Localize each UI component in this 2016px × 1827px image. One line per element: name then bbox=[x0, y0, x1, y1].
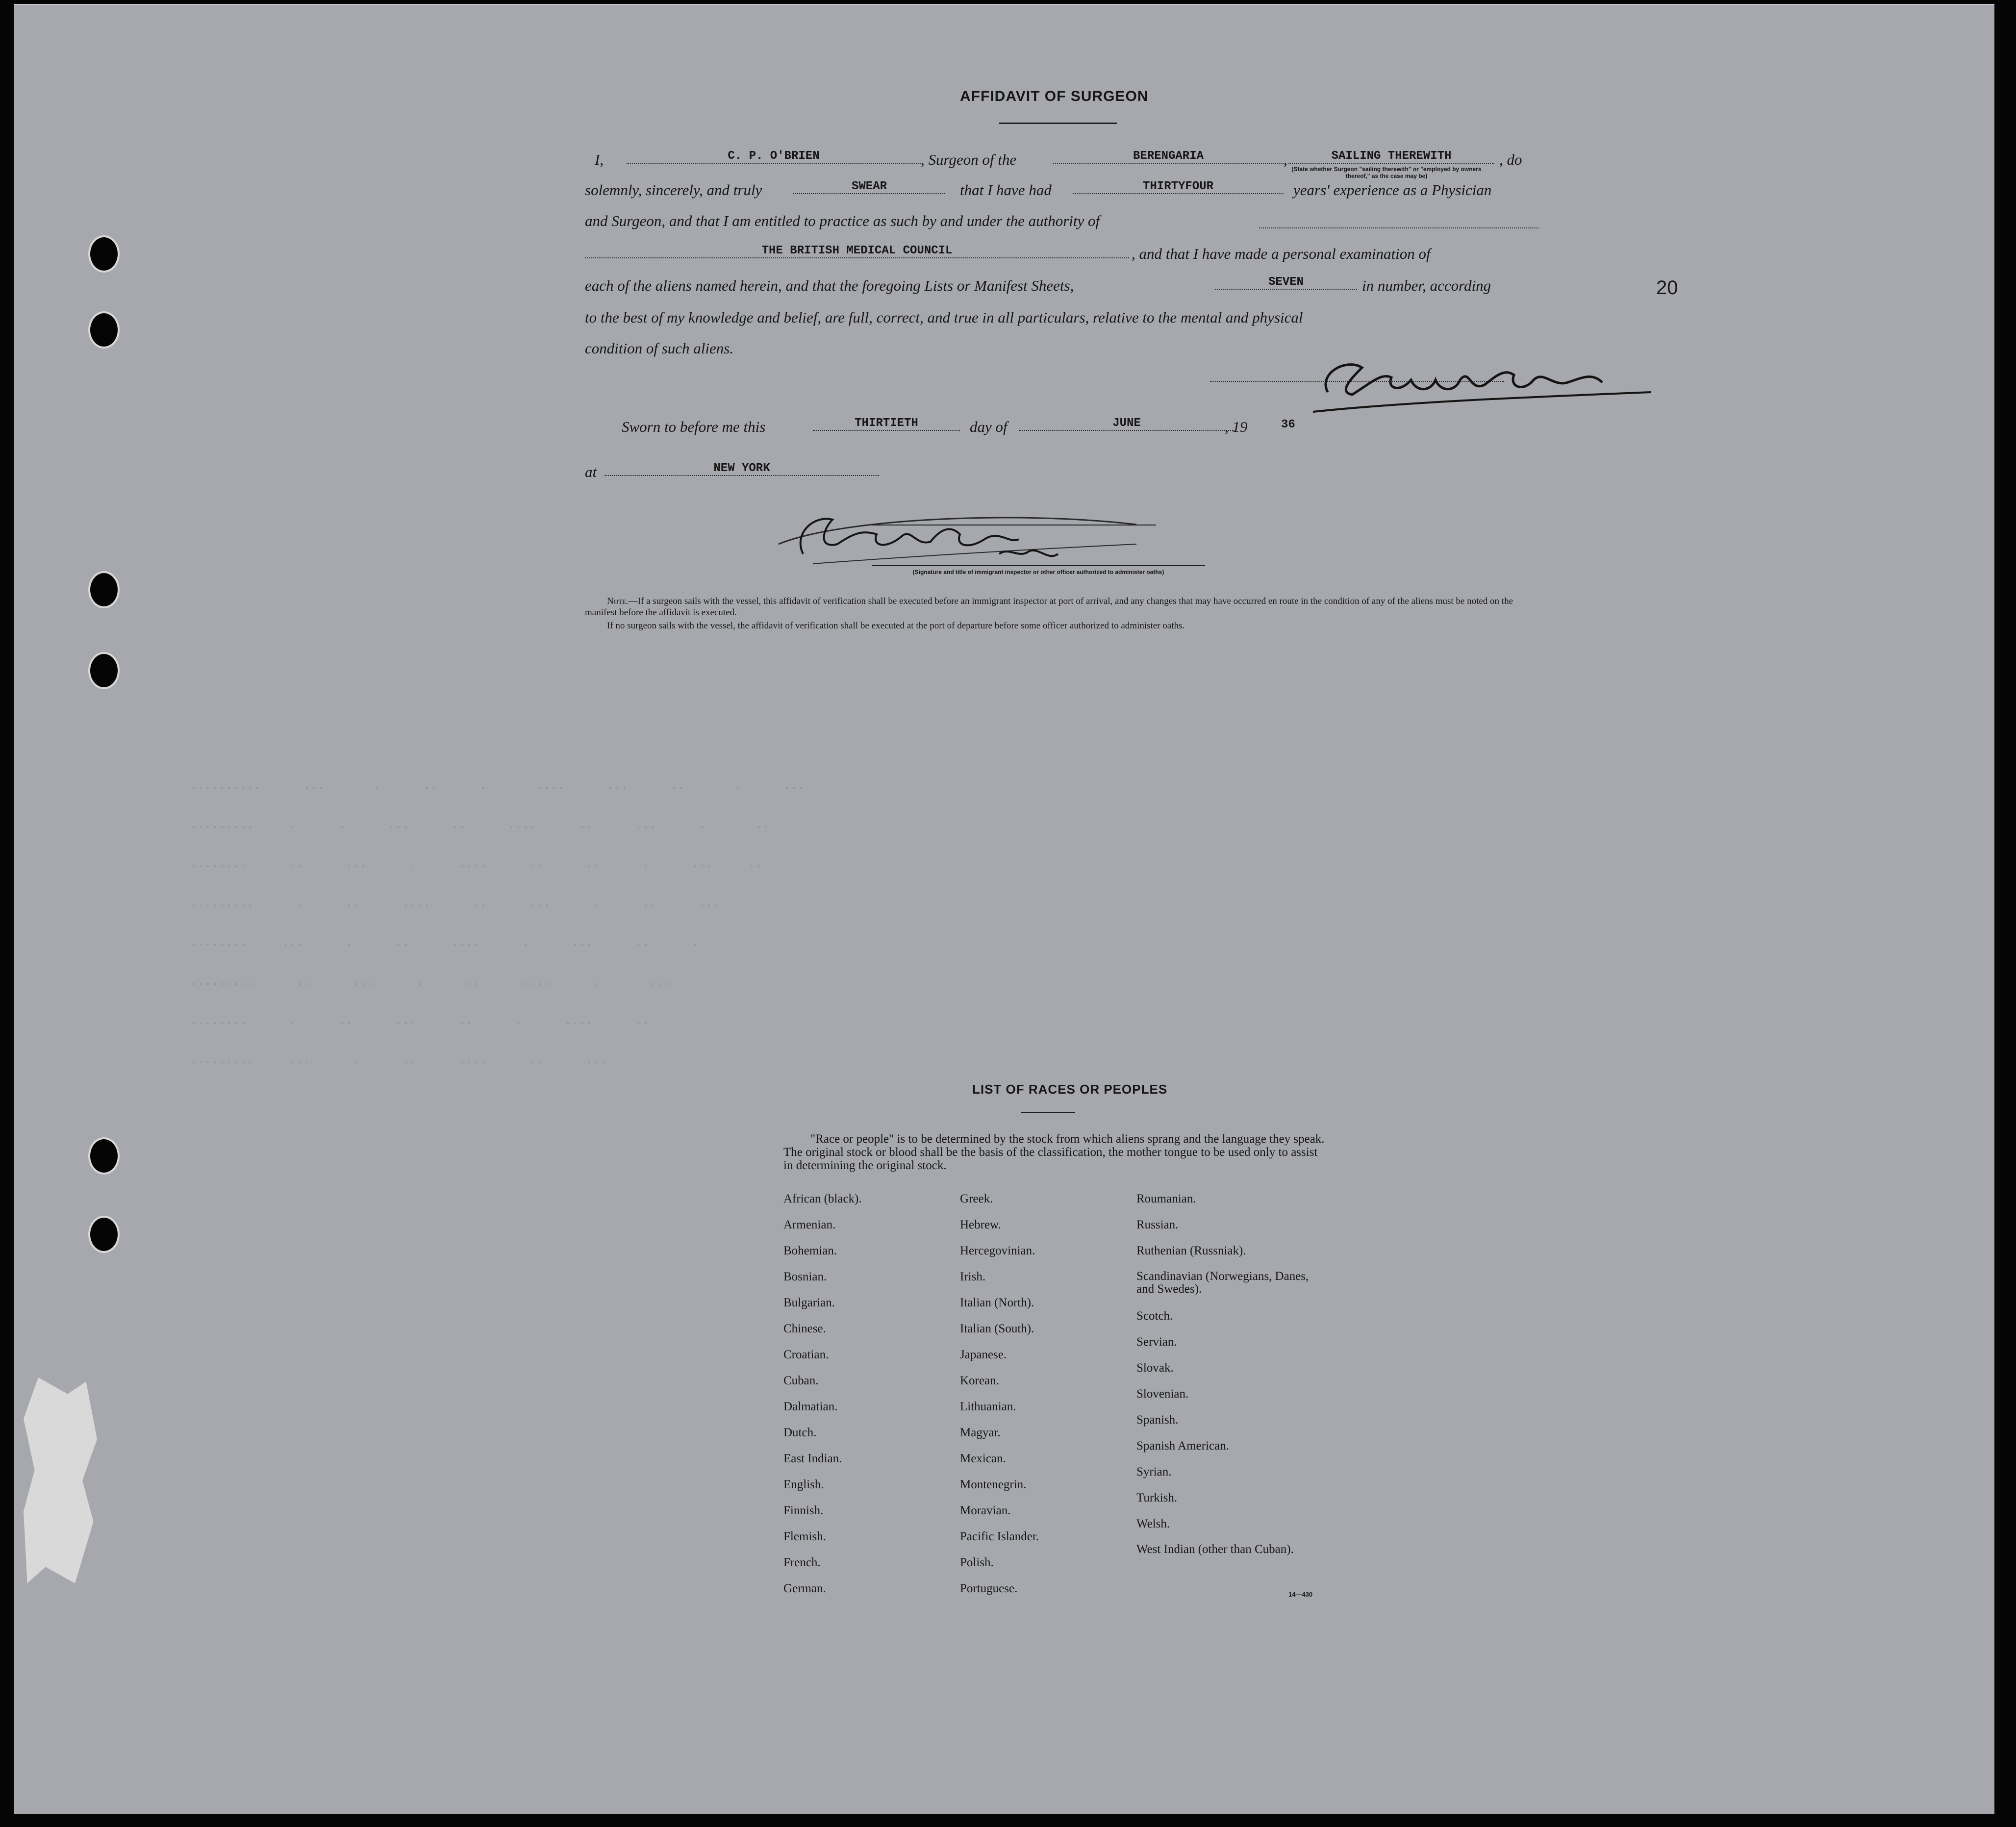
affidavit-line-5-end: in number, according bbox=[1362, 277, 1491, 294]
affidavit-line-6: to the best of my knowledge and belief, are full, correct, and true in all particulars, relative to the mental and physical bbox=[585, 309, 1303, 326]
races-title: LIST OF RACES OR PEOPLES bbox=[972, 1082, 1168, 1097]
affidavit-line-4-end: , and that I have made a personal examination of bbox=[1132, 245, 1431, 262]
races-column-2 bbox=[960, 1192, 1127, 1608]
race-item: Magyar. bbox=[960, 1426, 1001, 1439]
race-item: Italian (North). bbox=[960, 1296, 1034, 1309]
race-item: Irish. bbox=[960, 1270, 986, 1283]
race-item: Korean. bbox=[960, 1374, 999, 1387]
race-item: East Indian. bbox=[783, 1452, 842, 1465]
race-item: Greek. bbox=[960, 1192, 993, 1205]
race-item: Cuban. bbox=[783, 1374, 819, 1387]
race-item: Lithuanian. bbox=[960, 1400, 1016, 1413]
race-item: Bulgarian. bbox=[783, 1296, 835, 1309]
oath-word: SWEAR bbox=[793, 180, 945, 194]
affidavit-line-1-comma: , bbox=[1284, 151, 1287, 168]
race-item: Ruthenian (Russniak). bbox=[1136, 1244, 1246, 1257]
sworn-year-prefix: , 19 bbox=[1225, 418, 1248, 435]
binder-hole bbox=[88, 235, 120, 273]
sailing-status: SAILING THEREWITH bbox=[1288, 150, 1494, 164]
inspector-signature-line-upper bbox=[872, 525, 1156, 526]
licensing-authority: THE BRITISH MEDICAL COUNCIL bbox=[585, 244, 1129, 258]
races-intro: "Race or people" is to be determined by the stock from which aliens sprang and the language they speak. The original stock or blood shall be the basis of the classification, the mother tongue to be used only to assist in determining the original stock. bbox=[783, 1132, 1325, 1172]
race-item: German. bbox=[783, 1582, 826, 1595]
sworn-day-of: day of bbox=[970, 418, 1008, 435]
sheet-count: SEVEN bbox=[1215, 275, 1357, 290]
sworn-prefix: Sworn to before me this bbox=[622, 418, 766, 435]
race-item: Spanish. bbox=[1136, 1413, 1179, 1427]
ship-name: BERENGARIA bbox=[1053, 150, 1284, 164]
race-item: Chinese. bbox=[783, 1322, 826, 1335]
race-item: Montenegrin. bbox=[960, 1478, 1027, 1491]
affidavit-line-5-prefix: each of the aliens named herein, and that the foregoing Lists or Manifest Sheets, bbox=[585, 277, 1074, 294]
races-column-1 bbox=[783, 1192, 950, 1608]
race-item: Finnish. bbox=[783, 1504, 824, 1517]
sworn-year: 36 bbox=[1281, 418, 1295, 431]
race-item: Mexican. bbox=[960, 1452, 1006, 1465]
race-item: Hercegovinian. bbox=[960, 1244, 1035, 1257]
race-item: Scandinavian (Norwegians, Danes, and Swedes). bbox=[1136, 1270, 1309, 1296]
race-item: Japanese. bbox=[960, 1348, 1007, 1361]
race-item: Welsh. bbox=[1136, 1517, 1170, 1530]
inspector-signature-hint: (Signature and title of immigrant inspector or other officer authorized to administer oaths) bbox=[912, 569, 1164, 576]
title-underline bbox=[999, 123, 1117, 124]
binder-hole bbox=[88, 311, 120, 349]
race-item: Bohemian. bbox=[783, 1244, 837, 1257]
race-item: Slovak. bbox=[1136, 1361, 1174, 1375]
race-item: African (black). bbox=[783, 1192, 862, 1205]
race-item: Servian. bbox=[1136, 1335, 1177, 1349]
race-item: Spanish American. bbox=[1136, 1439, 1229, 1452]
race-item: Roumanian. bbox=[1136, 1192, 1196, 1205]
race-item: Pacific Islander. bbox=[960, 1530, 1039, 1543]
race-item: Dutch. bbox=[783, 1426, 817, 1439]
race-item: Flemish. bbox=[783, 1530, 826, 1543]
binder-hole bbox=[88, 571, 120, 608]
race-item: Armenian. bbox=[783, 1218, 836, 1231]
affidavit-line-2-mid: that I have had bbox=[960, 181, 1052, 199]
sailing-status-hint: (State whether Surgeon "sailing therewith" or "employed by owners thereof," as the case may be) bbox=[1291, 166, 1482, 179]
race-item: Portuguese. bbox=[960, 1582, 1018, 1595]
race-item: Syrian. bbox=[1136, 1465, 1172, 1478]
race-item: Polish. bbox=[960, 1556, 994, 1569]
binder-hole bbox=[88, 652, 120, 689]
sworn-place: NEW YORK bbox=[605, 462, 879, 476]
race-item: Italian (South). bbox=[960, 1322, 1034, 1335]
race-item: Dalmatian. bbox=[783, 1400, 838, 1413]
affidavit-line-2-prefix: solemnly, sincerely, and truly bbox=[585, 181, 762, 199]
affidavit-line-1-mid: , Surgeon of the bbox=[921, 151, 1017, 168]
race-item: Slovenian. bbox=[1136, 1387, 1189, 1401]
affidavit-line-1-end: , do bbox=[1499, 151, 1522, 168]
note-paragraph bbox=[585, 596, 1546, 618]
authority-blank bbox=[1259, 226, 1538, 228]
years-experience: THIRTYFOUR bbox=[1073, 180, 1284, 194]
races-column-3 bbox=[1136, 1192, 1328, 1571]
sworn-month: JUNE bbox=[1019, 417, 1235, 431]
binder-hole bbox=[88, 1137, 120, 1175]
race-item: West Indian (other than Cuban). bbox=[1136, 1543, 1294, 1556]
race-item: Croatian. bbox=[783, 1348, 829, 1361]
affidavit-title: AFFIDAVIT OF SURGEON bbox=[960, 88, 1149, 104]
form-code: 14—430 bbox=[1288, 1591, 1313, 1598]
inspector-signature bbox=[764, 500, 1166, 574]
surgeon-name: C. P. O'BRIEN bbox=[627, 150, 921, 164]
sworn-day: THIRTIETH bbox=[813, 417, 960, 431]
race-item: Moravian. bbox=[960, 1504, 1011, 1517]
race-item: Scotch. bbox=[1136, 1309, 1173, 1323]
races-title-underline bbox=[1021, 1112, 1075, 1113]
affidavit-line-3: and Surgeon, and that I am entitled to practice as such by and under the authority of bbox=[585, 212, 1100, 229]
affidavit-line-2-end: years' experience as a Physician bbox=[1293, 181, 1492, 199]
sworn-at: at bbox=[585, 463, 597, 480]
race-item: Russian. bbox=[1136, 1218, 1179, 1231]
affidavit-line-1-prefix: I, bbox=[595, 151, 604, 168]
inspector-signature-line bbox=[872, 565, 1205, 566]
note-label: Note. bbox=[607, 596, 629, 606]
torn-paper-edge bbox=[24, 1377, 97, 1583]
manifest-sheet: .......... ... . .. . .... ... .. . ... ......... . . ... .. .... .. ... . .. ........ .. ... . .... .. .. . ... .. ......... . .. .... .. ... . .. ... ........ ... . .. .... . ... .. . ......... .. ... . .. .... . ... ........ . .. ... .. . .... .. ......... ... . .. .... .. ... 20 AFFIDAVIT OF SURGEON I, C. P. O'BRIEN , Surgeon of the BERENGARIA , SAILING THEREWITH (State whether Surgeon "sailing therewith" or "employed by owners thereof," as the case may be) , do solemnly, sincerely, and truly SWEAR that I have had THIRTYFOUR years' experience as a Physician and Surgeon, and that I am entitled to practice as such by and under the authority of THE BRITISH MEDICAL COUNCIL , and that I have made a personal examination of each of the aliens named herein, and that the foregoing Lists or Manifest Sheets, SEVEN in number, according to the best of my knowledge and belief, are full, correct, and true in all particulars, relative to the mental and physical condition of such aliens. Sworn to before me this THIRTIETH day of JUNE , 19 36 at NEW YORK (Signature and title of immigrant inspector or other officer authorized to administer oaths) Note.—If a surgeon sails with the vessel, this affidavit of verification shall be executed before an immigrant inspector at port of arrival, and any changes that may have occurred en route in the condition of any of the aliens must be noted on the manifest before the affidavit is executed. If no surgeon sails with the vessel, the affidavit of verification shall be executed at the port of departure before some officer authorized to administer oaths. LIST OF RACES OR PEOPLES "Race or people" is to be determined by the stock from which aliens sprang and the language they speak. The original stock or blood shall be the basis of the classification, the mother tongue to be used only to assist in determining the original stock. African (black). Armenian. Bohemian. Bosnian. Bulgarian. Chinese. Croatian. Cuban. Dalmatian. Dutch. East Indian. English. Finnish. Flemish. French. German. Greek. Hebrew. Hercegovinian. Irish. Italian (North). Italian (South). Japanese. Korean. Lithuanian. Magyar. Mexican. Montenegrin. Moravian. Pacific Islander. Polish. Portuguese. Roumanian. Russian. Ruthenian (Russniak). Scandinavian (Norwegians, Danes, and Swedes). Scotch. Servian. Slovak. Slovenian. Spanish. Spanish American. Syrian. Turkish. Welsh. West Indian (other than Cuban). 14—430 bbox=[14, 4, 1994, 1814]
binder-hole bbox=[88, 1216, 120, 1253]
page-number: 20 bbox=[1656, 277, 1678, 299]
surgeon-signature bbox=[1308, 338, 1661, 417]
affidavit-line-7: condition of such aliens. bbox=[585, 340, 734, 357]
race-item: Bosnian. bbox=[783, 1270, 827, 1283]
race-item: English. bbox=[783, 1478, 824, 1491]
race-item: Hebrew. bbox=[960, 1218, 1001, 1231]
note-text-1: —If a surgeon sails with the vessel, this affidavit of verification shall be executed before an immigrant inspector at port of arrival, and any changes that may have occurred en route in the condition of any of the aliens must be noted on the manifest before the affidavit is executed. bbox=[585, 596, 1513, 618]
race-item: French. bbox=[783, 1556, 821, 1569]
note-paragraph-2: If no surgeon sails with the vessel, the affidavit of verification shall be executed at the port of departure before some officer authorized to administer oaths. bbox=[607, 621, 1185, 631]
race-item: Turkish. bbox=[1136, 1491, 1178, 1504]
